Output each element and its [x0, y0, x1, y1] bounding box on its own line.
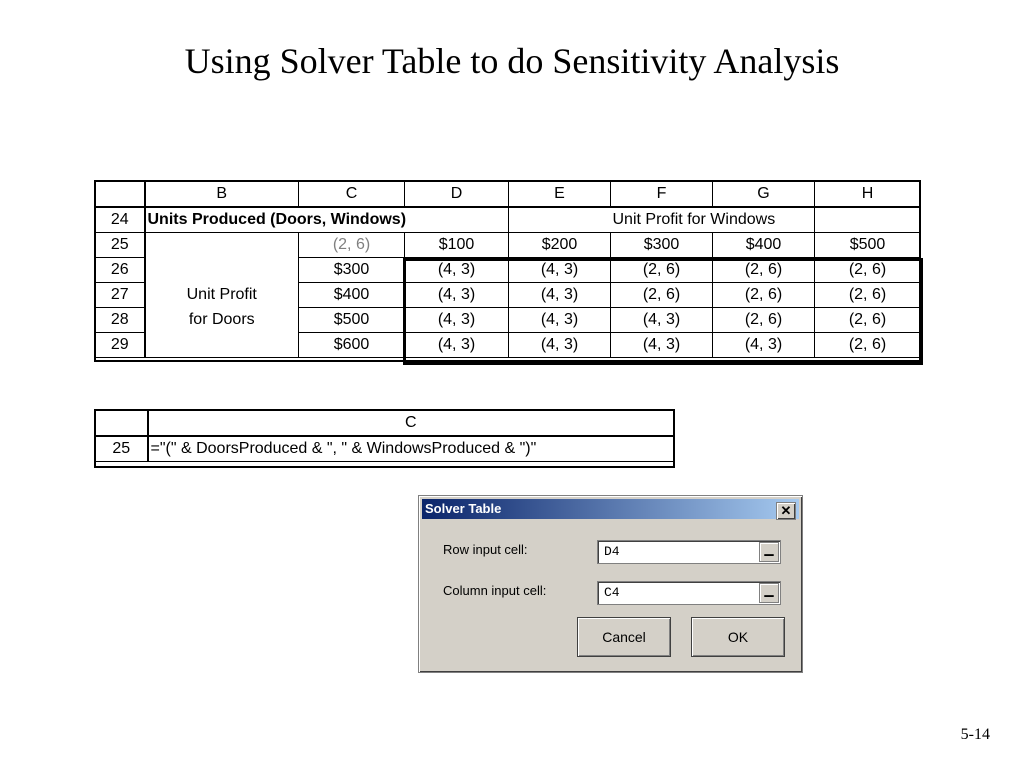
row-header-25: 25 [96, 233, 145, 258]
window-profit-cell: $300 [611, 233, 713, 258]
result-cell: (4, 3) [509, 308, 611, 333]
slide-title: Using Solver Table to do Sensitivity Analysis [184, 41, 840, 81]
result-cell: (2, 6) [611, 258, 713, 283]
result-cell: (4, 3) [405, 308, 509, 333]
column-input-field[interactable] [604, 585, 754, 600]
door-profit-cell: $600 [299, 333, 405, 358]
door-profit-cell: $300 [299, 258, 405, 283]
result-cell: (4, 3) [405, 258, 509, 283]
dialog-title: Solver Table [425, 501, 502, 516]
row-header-29: 29 [96, 333, 145, 358]
result-cell: (2, 6) [815, 258, 921, 283]
column-header-e: E [509, 182, 611, 208]
door-profit-cell: $400 [299, 283, 405, 308]
column-header-c: C [299, 182, 405, 208]
column-header-c: C [148, 411, 674, 437]
result-cell: (4, 3) [611, 308, 713, 333]
row-header-27: 27 [96, 283, 145, 308]
cell-h24 [815, 207, 921, 233]
cell-b29 [145, 333, 299, 358]
cell-d24 [405, 207, 509, 233]
result-cell: (4, 3) [509, 283, 611, 308]
base-value-cell: (2, 6) [299, 233, 405, 258]
cell-b26 [145, 258, 299, 283]
column-input-label: Column input cell: [443, 583, 547, 598]
row-input-field[interactable] [604, 544, 754, 559]
corner-cell [96, 182, 145, 208]
units-produced-label: Units Produced (Doors, Windows) [145, 207, 299, 233]
ok-button[interactable]: OK [691, 617, 785, 657]
result-cell: (4, 3) [405, 283, 509, 308]
cell-b25 [145, 233, 299, 258]
close-icon[interactable]: ✕ [776, 502, 796, 520]
formula-cell: ="(" & DoorsProduced & ", " & WindowsProduced & ")" [148, 436, 674, 462]
column-input-ref-button[interactable]: ▁ [759, 583, 779, 603]
column-header-b: B [145, 182, 299, 208]
result-cell: (2, 6) [815, 333, 921, 358]
result-cell: (2, 6) [713, 258, 815, 283]
unit-profit-windows-label: Unit Profit for Windows [611, 207, 713, 233]
window-profit-cell: $100 [405, 233, 509, 258]
formula-table [95, 410, 674, 462]
door-label-line-2: for Doors [145, 308, 299, 333]
column-header-d: D [405, 182, 509, 208]
row-header-28: 28 [96, 308, 145, 333]
dialog-titlebar[interactable] [422, 499, 799, 519]
door-label-line-1: Unit Profit [145, 283, 299, 308]
row-input-field-box [597, 540, 781, 564]
cell-e24 [509, 207, 611, 233]
window-profit-cell: $400 [713, 233, 815, 258]
column-header-h: H [815, 182, 921, 208]
result-cell: (2, 6) [713, 308, 815, 333]
result-cell: (2, 6) [815, 308, 921, 333]
corner-cell [96, 411, 148, 437]
page-number: 5-14 [960, 726, 990, 743]
row-header-26: 26 [96, 258, 145, 283]
sensitivity-table [95, 181, 921, 358]
cancel-button[interactable]: Cancel [577, 617, 671, 657]
column-header-g: G [713, 182, 815, 208]
row-header-25: 25 [96, 436, 148, 462]
window-profit-cell: $200 [509, 233, 611, 258]
result-cell: (4, 3) [611, 333, 713, 358]
column-input-field-box [597, 581, 781, 605]
result-cell: (4, 3) [509, 333, 611, 358]
row-input-ref-button[interactable]: ▁ [759, 542, 779, 562]
result-cell: (4, 3) [405, 333, 509, 358]
result-cell: (2, 6) [815, 283, 921, 308]
row-header-24: 24 [96, 207, 145, 233]
result-cell: (2, 6) [713, 283, 815, 308]
solver-table-dialog [418, 495, 803, 673]
result-cell: (4, 3) [509, 258, 611, 283]
door-profit-cell: $500 [299, 308, 405, 333]
column-header-f: F [611, 182, 713, 208]
row-input-label: Row input cell: [443, 542, 528, 557]
result-cell: (2, 6) [611, 283, 713, 308]
result-cell: (4, 3) [713, 333, 815, 358]
window-profit-cell: $500 [815, 233, 921, 258]
